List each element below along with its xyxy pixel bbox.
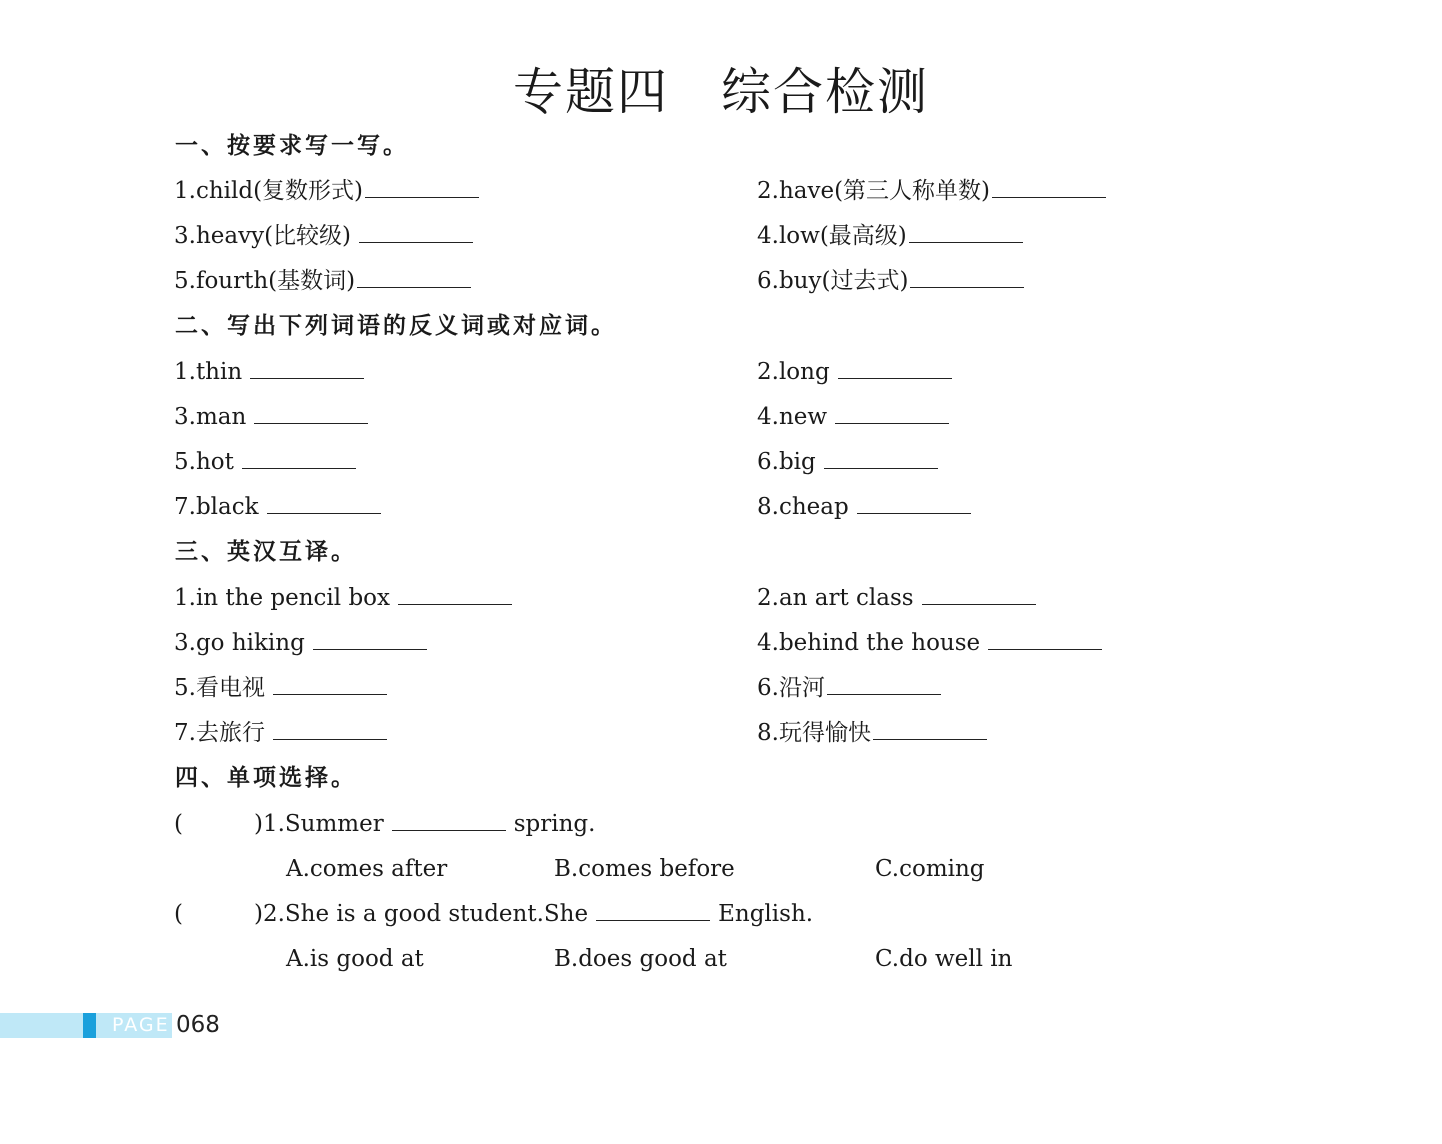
answer-blank[interactable] (313, 631, 427, 650)
question-item: 3.man (174, 402, 368, 432)
answer-blank[interactable] (827, 676, 941, 695)
question-item: 6.沿河 (757, 673, 941, 703)
question-item: 3.go hiking (174, 628, 427, 658)
page-number: 068 (176, 1012, 220, 1038)
option-c[interactable]: C.coming (875, 856, 985, 882)
answer-blank[interactable] (873, 721, 987, 740)
question-item: 6.big (757, 447, 938, 477)
section-heading-2: 二、写出下列词语的反义词或对应词。 (175, 313, 617, 339)
option-a[interactable]: A.comes after (286, 856, 448, 882)
question-item: 4.low(最高级) (757, 221, 1023, 251)
answer-blank[interactable] (398, 586, 512, 605)
answer-blank[interactable] (254, 405, 368, 424)
answer-blank[interactable] (392, 812, 506, 831)
answer-blank[interactable] (357, 269, 471, 288)
choice-question-1 (174, 809, 595, 839)
question-stem-end: English. (718, 901, 814, 927)
answer-blank[interactable] (857, 495, 971, 514)
question-item: 7.black (174, 492, 381, 522)
answer-blank[interactable] (273, 676, 387, 695)
question-stem: )1.Summer (254, 811, 384, 837)
option-a[interactable]: A.is good at (286, 946, 424, 972)
section-heading-3: 三、英汉互译。 (175, 539, 357, 565)
question-item: 2.have(第三人称单数) (757, 176, 1106, 206)
answer-paren[interactable]: ( (174, 901, 183, 927)
question-item: 4.behind the house (757, 628, 1102, 658)
question-stem: )2.She is a good student.She (254, 901, 589, 927)
question-item: 6.buy(过去式) (757, 266, 1024, 296)
answer-blank[interactable] (910, 269, 1024, 288)
question-item: 1.in the pencil box (174, 583, 512, 613)
answer-blank[interactable] (273, 721, 387, 740)
question-item: 1.thin (174, 357, 364, 387)
question-item: 5.fourth(基数词) (174, 266, 471, 296)
footer-page-label: PAGE (112, 1014, 170, 1036)
answer-blank[interactable] (242, 450, 356, 469)
answer-blank[interactable] (359, 224, 473, 243)
answer-blank[interactable] (250, 360, 364, 379)
answer-blank[interactable] (909, 224, 1023, 243)
question-item: 5.hot (174, 447, 356, 477)
page-title: 专题四 综合检测 (513, 63, 929, 121)
question-item: 2.long (757, 357, 952, 387)
question-item: 8.cheap (757, 492, 971, 522)
answer-blank[interactable] (922, 586, 1036, 605)
answer-blank[interactable] (838, 360, 952, 379)
answer-blank[interactable] (365, 179, 479, 198)
question-stem-end: spring. (513, 811, 596, 837)
answer-blank[interactable] (988, 631, 1102, 650)
question-item: 2.an art class (757, 583, 1036, 613)
question-item: 3.heavy(比较级) (174, 221, 473, 251)
answer-blank[interactable] (824, 450, 938, 469)
question-item: 4.new (757, 402, 949, 432)
footer-accent-mark (83, 1013, 96, 1038)
answer-blank[interactable] (992, 179, 1106, 198)
section-heading-4: 四、单项选择。 (175, 765, 357, 791)
question-item: 1.child(复数形式) (174, 176, 479, 206)
question-item: 5.看电视 (174, 673, 387, 703)
question-item: 7.去旅行 (174, 718, 387, 748)
answer-blank[interactable] (835, 405, 949, 424)
option-b[interactable]: B.comes before (554, 856, 735, 882)
option-c[interactable]: C.do well in (875, 946, 1013, 972)
choice-question-2 (174, 899, 813, 929)
section-heading-1: 一、按要求写一写。 (175, 133, 409, 159)
answer-paren[interactable]: ( (174, 811, 183, 837)
option-b[interactable]: B.does good at (554, 946, 727, 972)
question-item: 8.玩得愉快 (757, 718, 987, 748)
answer-blank[interactable] (267, 495, 381, 514)
answer-blank[interactable] (596, 902, 710, 921)
